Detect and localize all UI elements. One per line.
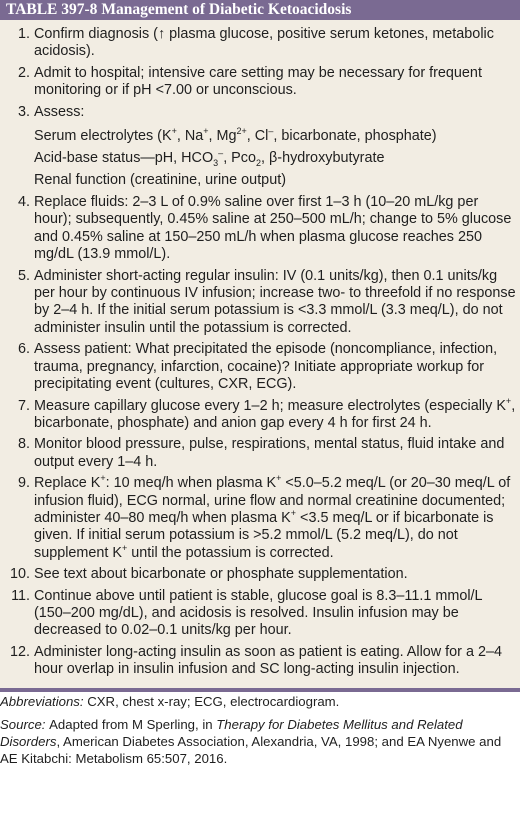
- item-text: Confirm diagnosis (↑ plasma glucose, positive serum ketones, metabolic acidosis).: [34, 26, 494, 60]
- item-text: Assess patient: What precipitated the episode (noncompliance, infection, trauma, pregnancy, infarction, cocaine)? Initiate appropriate workup for precipitating event (cultures, CXR, ECG).: [34, 341, 498, 393]
- item-text: Assess:: [34, 103, 85, 120]
- table-title-text: Management of Diabetic Ketoacidosis: [101, 1, 352, 18]
- list-item-8: [0, 436, 520, 471]
- item-text: See text about bicarbonate or phosphate supplementation.: [34, 566, 408, 583]
- list-item-1: [0, 26, 520, 61]
- item-text: Replace K+: 10 meq/h when plasma K+ <5.0–5.2 meq/L (or 20–30 meq/L of infusion fluid), ECG normal, urine flow and normal creatinine documented; administer 40–80 meq/h when plasma K+ <3.5 meq/L or if bicarbonate is given. If initial serum potassium is >5.2 mmol/L (5.2 meq/L), do not supplement K+ until the potassium is corrected.: [34, 473, 511, 561]
- table-title: [0, 0, 520, 20]
- list-item-3: [0, 104, 520, 121]
- item-number: 10.: [9, 566, 30, 583]
- item-text: Monitor blood pressure, pulse, respirations, mental status, fluid intake and output every 1–4 h.: [34, 436, 505, 470]
- source-note: Source: Adapted from M Sperling, in Therapy for Diabetes Mellitus and Related Disorders, American Diabetes Association, Alexandria, VA, 1998; and EA Nyenwe and AE Kitabchi: Metabolism 65:507, 2016.: [0, 716, 502, 767]
- item-text: Replace fluids: 2–3 L of 0.9% saline over first 1–3 h (10–20 mL/kg per hour); subsequently, 0.45% saline at 250–500 mL/h; change to 5% glucose and 0.45% saline at 150–250 mL/h when plasma glucose reaches 250 mg/dL (13.9 mmol/L).: [34, 194, 512, 263]
- item-text: Measure capillary glucose every 1–2 h; measure electrolytes (especially K+, bicarbonate, phosphate) and anion gap every 4 h for first 24 h.: [34, 395, 516, 431]
- list-item-6: [0, 341, 520, 393]
- item-text: Admit to hospital; intensive care setting may be necessary for frequent monitoring or if pH <7.00 or unconscious.: [34, 64, 482, 99]
- list-item-2: [0, 65, 520, 100]
- item-number: 9.: [17, 475, 30, 492]
- list-item-10: [0, 566, 520, 583]
- list-item-7: [0, 395, 520, 433]
- table-body: [0, 20, 520, 688]
- sub-item-acid-base: Acid-base status—pH, $HCO_3^-$, Pco$_2$, β-hydroxybutyrate: [34, 148, 385, 168]
- list-item-4: [0, 194, 520, 264]
- item-number: 11.: [11, 587, 30, 604]
- list-item-12: [0, 644, 520, 679]
- item-number: 7.: [17, 397, 30, 414]
- item-number: 4.: [17, 194, 30, 211]
- sub-item-electrolytes: Serum electrolytes (K+, Na+, $Mg^{2+}$, Cl–, bicarbonate, phosphate): [34, 126, 437, 145]
- item-number: 1.: [17, 26, 30, 42]
- list-item-11: [0, 588, 520, 640]
- sub-item-renal: Renal function (creatinine, urine output): [34, 172, 286, 189]
- item-number: 12.: [9, 643, 30, 660]
- item-text: Administer long-acting insulin as soon as patient is eating. Allow for a 2–4 hour overlap in insulin infusion and SC long-acting insulin injection.: [34, 643, 502, 678]
- assess-sublist: [34, 125, 520, 191]
- item-number: 2.: [17, 64, 30, 81]
- item-text: Administer short-acting regular insulin: IV (0.1 units/kg), then 0.1 units/kg per hour by continuous IV infusion; increase two- to threefold if no response by 2–4 h. If the initial serum potassium is <3.3 mmol/L (3.3 meq/L), do not administer insulin until the potassium is corrected.: [34, 267, 516, 336]
- item-text: Continue above until patient is stable, glucose goal is 8.3–11.1 mmol/L (150–200 mg/dL), and acidosis is resolved. Insulin infusion may be decreased to 0.02–0.1 units/kg per hour.: [34, 587, 482, 639]
- item-number: 5.: [17, 267, 30, 284]
- list-item-5: [0, 268, 520, 338]
- item-number: 3.: [17, 103, 30, 120]
- table-number: TABLE 397-8: [6, 1, 98, 18]
- item-number: 8.: [17, 436, 30, 453]
- abbreviations-note: Abbreviations: CXR, chest x-ray; ECG, electrocardiogram.: [0, 693, 340, 709]
- item-number: 6.: [17, 341, 30, 358]
- table-notes: [0, 692, 520, 768]
- list-item-9: [0, 475, 520, 562]
